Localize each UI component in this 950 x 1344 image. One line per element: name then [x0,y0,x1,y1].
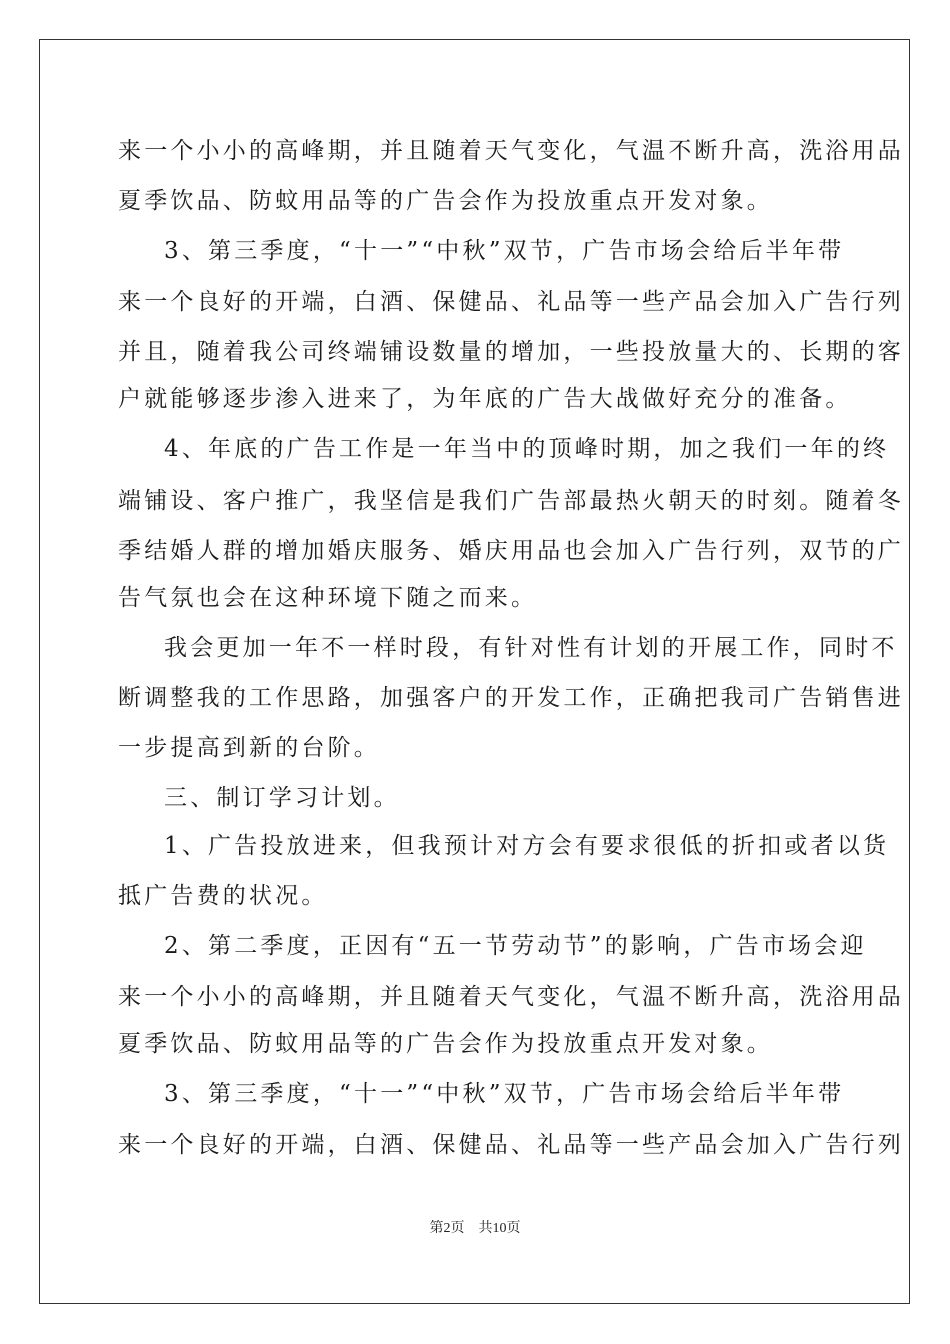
text-line: 告气氛也会在这种环境下随之而来。 [118,585,538,611]
page-frame [39,39,910,1304]
text-line: 一步提高到新的台阶。 [118,735,380,761]
text-line: 我会更加一年不一样时段，有针对性有计划的开展工作，同时不 [164,635,898,661]
text-line: 来一个良好的开端，白酒、保健品、礼品等一些产品会加入广告行列 [118,1132,904,1158]
text-line: 抵广告费的状况。 [118,883,328,909]
text-line: 夏季饮品、防蚊用品等的广告会作为投放重点开发对象。 [118,188,773,214]
text-line: 来一个小小的高峰期，并且随着天气变化，气温不断升高，洗浴用品 [118,138,904,164]
text-line: 3、第三季度，“十一”“中秋”双节，广告市场会给后半年带 [164,238,845,264]
text-line: 夏季饮品、防蚊用品等的广告会作为投放重点开发对象。 [118,1031,773,1057]
text-line: 2、第二季度，正因有“五一节劳动节”的影响，广告市场会迎 [164,933,867,959]
text-line: 户就能够逐步渗入进来了，为年底的广告大战做好充分的准备。 [118,386,852,412]
text-line: 并且，随着我公司终端铺设数量的增加，一些投放量大的、长期的客 [118,339,904,365]
text-line: 端铺设、客户推广，我坚信是我们广告部最热火朝天的时刻。随着冬 [118,488,904,514]
text-line: 1、广告投放进来，但我预计对方会有要求很低的折扣或者以货 [164,833,890,859]
text-line: 季结婚人群的增加婚庆服务、婚庆用品也会加入广告行列，双节的广 [118,538,904,564]
text-line: 4、年底的广告工作是一年当中的顶峰时期，加之我们一年的终 [164,436,890,462]
text-line: 三、制订学习计划。 [164,785,400,811]
text-line: 来一个小小的高峰期，并且随着天气变化，气温不断升高，洗浴用品 [118,984,904,1010]
text-line: 3、第三季度，“十一”“中秋”双节，广告市场会给后半年带 [164,1081,845,1107]
text-line: 断调整我的工作思路，加强客户的开发工作，正确把我司广告销售进 [118,685,904,711]
text-line: 来一个良好的开端，白酒、保健品、礼品等一些产品会加入广告行列 [118,289,904,315]
page-number: 第2页 共10页 [429,1221,521,1236]
